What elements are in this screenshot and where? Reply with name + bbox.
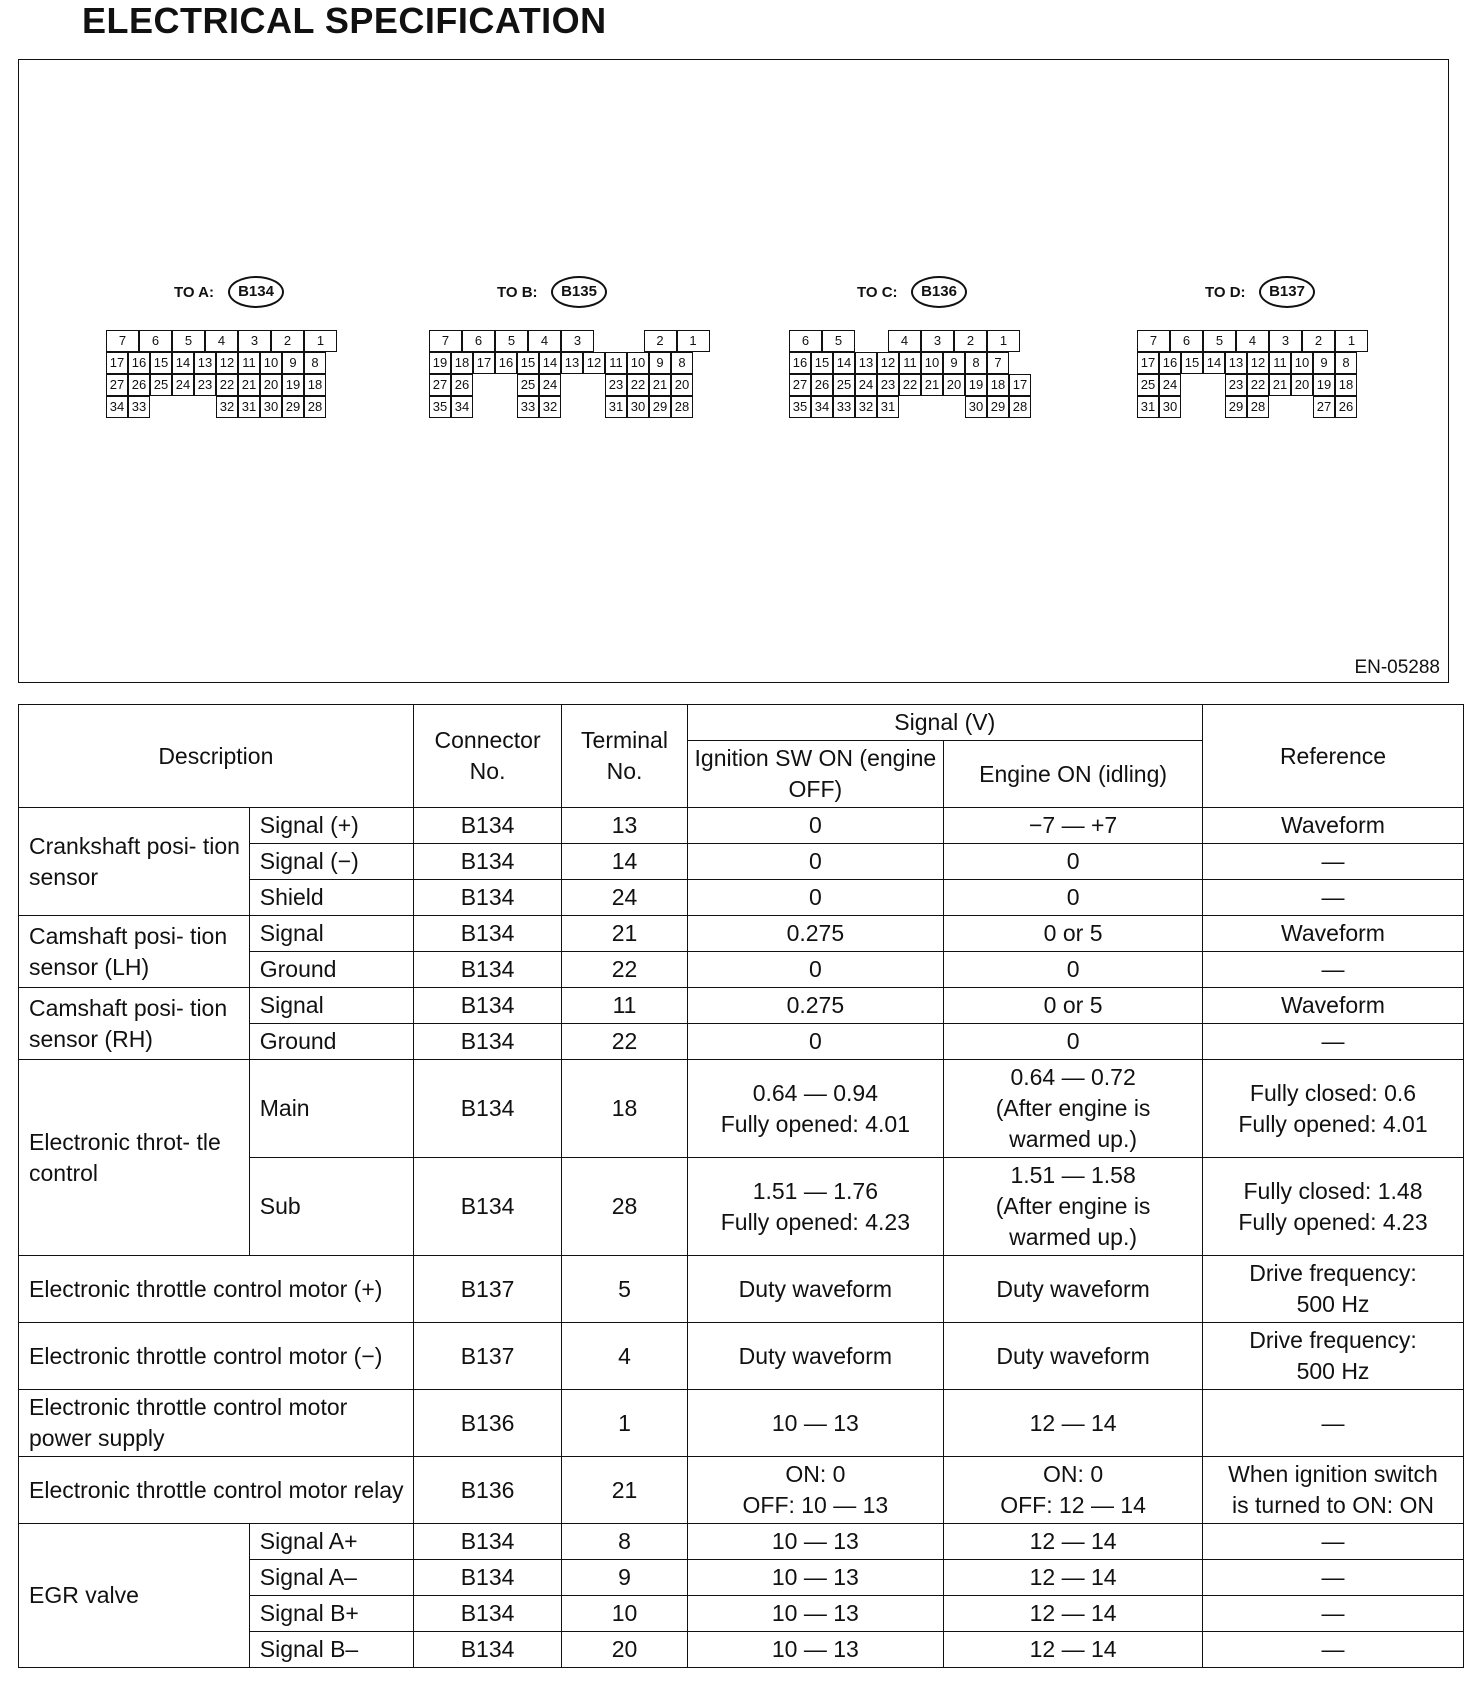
pin-terminal: 2 — [271, 330, 304, 352]
pin-terminal: 19 — [429, 352, 451, 374]
engine-cell: 12 — 14 — [944, 1390, 1203, 1457]
header-ignition-on: Ignition SW ON (engine OFF) — [687, 741, 944, 808]
reference-cell: — — [1203, 880, 1464, 916]
reference-cell: — — [1203, 1560, 1464, 1596]
pin-terminal: 21 — [1269, 374, 1291, 396]
terminal-cell: 24 — [562, 880, 687, 916]
reference-cell: Waveform — [1203, 916, 1464, 952]
terminal-cell: 8 — [562, 1524, 687, 1560]
sub-label: Sub — [249, 1158, 413, 1256]
pin-terminal: 23 — [194, 374, 216, 396]
description-cell: Electronic throttle control motor relay — [19, 1457, 414, 1524]
reference-cell: — — [1203, 1390, 1464, 1457]
connector-label: TO A: — [174, 284, 214, 301]
reference-cell: Waveform — [1203, 808, 1464, 844]
ignition-cell: 1.51 — 1.76 Fully opened: 4.23 — [687, 1158, 944, 1256]
connector-cell: B134 — [413, 916, 562, 952]
pin-terminal: 10 — [627, 352, 649, 374]
pin-terminal: 27 — [106, 374, 128, 396]
sub-label: Main — [249, 1060, 413, 1158]
pin-terminal: 15 — [811, 352, 833, 374]
table-row — [19, 1390, 1464, 1457]
pin-terminal: 25 — [833, 374, 855, 396]
header-description: Description — [19, 705, 414, 808]
connector-cell: B134 — [413, 1060, 562, 1158]
pin-terminal: 34 — [106, 396, 128, 418]
pin-terminal: 20 — [260, 374, 282, 396]
pin-terminal: 32 — [539, 396, 561, 418]
connector-cell: B134 — [413, 988, 562, 1024]
pin-terminal: 29 — [649, 396, 671, 418]
terminal-cell: 14 — [562, 844, 687, 880]
header-reference: Reference — [1203, 705, 1464, 808]
terminal-cell: 5 — [562, 1256, 687, 1323]
pin-terminal: 7 — [987, 352, 1009, 374]
pin-terminal: 11 — [899, 352, 921, 374]
pin-terminal: 7 — [1137, 330, 1170, 352]
ignition-cell: Duty waveform — [687, 1256, 944, 1323]
connector-label: TO C: — [857, 284, 898, 301]
connector-cell: B134 — [413, 1524, 562, 1560]
pin-terminal: 9 — [943, 352, 965, 374]
reference-cell: Waveform — [1203, 988, 1464, 1024]
table-row — [19, 1457, 1464, 1524]
terminal-cell: 4 — [562, 1323, 687, 1390]
pin-terminal: 20 — [1291, 374, 1313, 396]
pin-terminal: 23 — [877, 374, 899, 396]
pin-terminal: 10 — [260, 352, 282, 374]
pin-terminal: 9 — [1313, 352, 1335, 374]
group-label: Camshaft posi- tion sensor (LH) — [19, 916, 250, 988]
sub-label: Shield — [249, 880, 413, 916]
pin-terminal: 11 — [238, 352, 260, 374]
terminal-cell: 11 — [562, 988, 687, 1024]
sub-label: Ground — [249, 1024, 413, 1060]
pin-terminal: 12 — [216, 352, 238, 374]
pin-terminal: 1 — [677, 330, 710, 352]
sub-label: Signal — [249, 916, 413, 952]
pin-terminal: 14 — [1203, 352, 1225, 374]
pin-terminal: 6 — [1170, 330, 1203, 352]
engine-cell: 0 — [944, 1024, 1203, 1060]
engine-cell: 0 or 5 — [944, 988, 1203, 1024]
terminal-cell: 13 — [562, 808, 687, 844]
pin-terminal: 24 — [855, 374, 877, 396]
pin-terminal: 28 — [1247, 396, 1269, 418]
pin-terminal: 4 — [528, 330, 561, 352]
figure-id: EN-05288 — [1354, 657, 1440, 678]
pin-terminal: 30 — [260, 396, 282, 418]
reference-cell: When ignition switch is turned to ON: ON — [1203, 1457, 1464, 1524]
connector-cell: B134 — [413, 1596, 562, 1632]
engine-cell: 0 or 5 — [944, 916, 1203, 952]
connector-code: B134 — [228, 276, 284, 308]
pin-terminal: 5 — [1203, 330, 1236, 352]
pin-terminal: 26 — [811, 374, 833, 396]
connector-label: TO B: — [497, 284, 538, 301]
page-title: ELECTRICAL SPECIFICATION — [82, 0, 607, 41]
pin-terminal: 16 — [1159, 352, 1181, 374]
pin-terminal: 18 — [1335, 374, 1357, 396]
terminal-cell: 22 — [562, 1024, 687, 1060]
ignition-cell: ON: 0 OFF: 10 — 13 — [687, 1457, 944, 1524]
pin-terminal: 23 — [605, 374, 627, 396]
ignition-cell: 10 — 13 — [687, 1524, 944, 1560]
connector-cell: B134 — [413, 1632, 562, 1668]
pin-terminal: 25 — [517, 374, 539, 396]
pin-terminal: 21 — [238, 374, 260, 396]
pin-terminal: 22 — [627, 374, 649, 396]
reference-cell: — — [1203, 1024, 1464, 1060]
pin-terminal: 28 — [671, 396, 693, 418]
pin-terminal: 16 — [495, 352, 517, 374]
connector-cell: B137 — [413, 1256, 562, 1323]
pin-terminal: 31 — [238, 396, 260, 418]
header-signal: Signal (V) — [687, 705, 1202, 741]
table-row — [19, 1256, 1464, 1323]
connector-cell: B134 — [413, 880, 562, 916]
pin-terminal: 29 — [987, 396, 1009, 418]
ignition-cell: 0 — [687, 808, 944, 844]
pin-terminal: 22 — [899, 374, 921, 396]
pin-terminal: 27 — [429, 374, 451, 396]
pin-terminal: 3 — [1269, 330, 1302, 352]
ignition-cell: 10 — 13 — [687, 1560, 944, 1596]
reference-cell: Drive frequency: 500 Hz — [1203, 1323, 1464, 1390]
pin-terminal: 7 — [106, 330, 139, 352]
pin-terminal: 1 — [304, 330, 337, 352]
pin-terminal: 10 — [921, 352, 943, 374]
pin-terminal: 32 — [855, 396, 877, 418]
ignition-cell: 10 — 13 — [687, 1390, 944, 1457]
pin-terminal: 4 — [1236, 330, 1269, 352]
reference-cell: — — [1203, 1596, 1464, 1632]
pin-terminal: 15 — [1181, 352, 1203, 374]
connector-cell: B136 — [413, 1457, 562, 1524]
pin-terminal: 20 — [671, 374, 693, 396]
pin-terminal: 4 — [888, 330, 921, 352]
engine-cell: 12 — 14 — [944, 1560, 1203, 1596]
pin-terminal: 28 — [1009, 396, 1031, 418]
connector-cell: B134 — [413, 1158, 562, 1256]
group-label: EGR valve — [19, 1524, 250, 1668]
ignition-cell: 0.275 — [687, 916, 944, 952]
engine-cell: Duty waveform — [944, 1323, 1203, 1390]
pin-terminal: 7 — [429, 330, 462, 352]
pin-terminal: 13 — [1225, 352, 1247, 374]
connector-cell: B134 — [413, 1560, 562, 1596]
reference-cell: — — [1203, 952, 1464, 988]
header-engine-on: Engine ON (idling) — [944, 741, 1203, 808]
pin-terminal: 30 — [627, 396, 649, 418]
reference-cell: — — [1203, 1632, 1464, 1668]
pin-terminal: 14 — [833, 352, 855, 374]
engine-cell: −7 — +7 — [944, 808, 1203, 844]
pin-terminal: 8 — [965, 352, 987, 374]
reference-cell: Drive frequency: 500 Hz — [1203, 1256, 1464, 1323]
header-terminal: Terminal No. — [562, 705, 687, 808]
pin-terminal: 16 — [789, 352, 811, 374]
pin-terminal: 13 — [561, 352, 583, 374]
pin-terminal: 20 — [943, 374, 965, 396]
engine-cell: 0 — [944, 952, 1203, 988]
pin-terminal: 18 — [987, 374, 1009, 396]
ignition-cell: 0.275 — [687, 988, 944, 1024]
pin-terminal: 8 — [671, 352, 693, 374]
pin-terminal: 15 — [150, 352, 172, 374]
table-row — [19, 1323, 1464, 1390]
connector-cell: B134 — [413, 1024, 562, 1060]
pin-terminal: 24 — [1159, 374, 1181, 396]
description-cell: Electronic throttle control motor (+) — [19, 1256, 414, 1323]
pin-terminal: 34 — [811, 396, 833, 418]
pin-terminal: 35 — [429, 396, 451, 418]
pin-terminal: 17 — [1137, 352, 1159, 374]
terminal-cell: 21 — [562, 916, 687, 952]
terminal-cell: 9 — [562, 1560, 687, 1596]
connector-code: B135 — [551, 276, 607, 308]
sub-label: Signal B+ — [249, 1596, 413, 1632]
group-label: Electronic throt- tle control — [19, 1060, 250, 1256]
description-cell: Electronic throttle control motor (−) — [19, 1323, 414, 1390]
pin-terminal: 19 — [1313, 374, 1335, 396]
connector-label: TO D: — [1205, 284, 1246, 301]
pin-terminal: 18 — [451, 352, 473, 374]
pin-terminal: 23 — [1225, 374, 1247, 396]
pin-terminal: 12 — [1247, 352, 1269, 374]
engine-cell: 1.51 — 1.58 (After engine is warmed up.) — [944, 1158, 1203, 1256]
engine-cell: 0.64 — 0.72 (After engine is warmed up.) — [944, 1060, 1203, 1158]
pin-terminal: 27 — [789, 374, 811, 396]
engine-cell: 12 — 14 — [944, 1524, 1203, 1560]
pin-terminal: 30 — [1159, 396, 1181, 418]
pin-terminal: 34 — [451, 396, 473, 418]
terminal-cell: 21 — [562, 1457, 687, 1524]
table-row — [19, 916, 1464, 952]
pin-terminal: 10 — [1291, 352, 1313, 374]
table-row — [19, 1524, 1464, 1560]
terminal-cell: 28 — [562, 1158, 687, 1256]
ignition-cell: 10 — 13 — [687, 1596, 944, 1632]
reference-cell: Fully closed: 1.48 Fully opened: 4.23 — [1203, 1158, 1464, 1256]
ignition-cell: 10 — 13 — [687, 1632, 944, 1668]
pin-terminal: 33 — [128, 396, 150, 418]
pin-terminal: 11 — [605, 352, 627, 374]
group-label: Camshaft posi- tion sensor (RH) — [19, 988, 250, 1060]
pin-terminal: 19 — [965, 374, 987, 396]
pin-terminal: 3 — [921, 330, 954, 352]
ignition-cell: 0 — [687, 1024, 944, 1060]
table-row — [19, 1060, 1464, 1158]
connector-cell: B136 — [413, 1390, 562, 1457]
engine-cell: ON: 0 OFF: 12 — 14 — [944, 1457, 1203, 1524]
pin-terminal: 26 — [1335, 396, 1357, 418]
pin-terminal: 16 — [128, 352, 150, 374]
pin-terminal: 11 — [1269, 352, 1291, 374]
ignition-cell: 0 — [687, 844, 944, 880]
engine-cell: 12 — 14 — [944, 1596, 1203, 1632]
pin-terminal: 3 — [238, 330, 271, 352]
pin-terminal: 8 — [304, 352, 326, 374]
pin-terminal: 2 — [1302, 330, 1335, 352]
pin-terminal: 24 — [539, 374, 561, 396]
ignition-cell: 0 — [687, 952, 944, 988]
pin-terminal: 33 — [517, 396, 539, 418]
terminal-cell: 18 — [562, 1060, 687, 1158]
pin-terminal: 31 — [1137, 396, 1159, 418]
pin-terminal: 12 — [583, 352, 605, 374]
reference-cell: — — [1203, 844, 1464, 880]
pin-terminal: 1 — [987, 330, 1020, 352]
reference-cell: Fully closed: 0.6 Fully opened: 4.01 — [1203, 1060, 1464, 1158]
pin-terminal: 29 — [1225, 396, 1247, 418]
sub-label: Signal (+) — [249, 808, 413, 844]
description-cell: Electronic throttle control motor power supply — [19, 1390, 414, 1457]
engine-cell: 0 — [944, 844, 1203, 880]
pin-terminal: 21 — [649, 374, 671, 396]
pin-terminal: 17 — [1009, 374, 1031, 396]
pin-terminal: 5 — [495, 330, 528, 352]
terminal-cell: 20 — [562, 1632, 687, 1668]
connector-diagram — [18, 59, 1449, 683]
pin-terminal: 28 — [304, 396, 326, 418]
terminal-cell: 1 — [562, 1390, 687, 1457]
pin-terminal: 6 — [462, 330, 495, 352]
terminal-cell: 22 — [562, 952, 687, 988]
pin-terminal: 35 — [789, 396, 811, 418]
pin-terminal: 22 — [1247, 374, 1269, 396]
pin-terminal: 27 — [1313, 396, 1335, 418]
spec-table — [18, 704, 1464, 1668]
pin-terminal: 3 — [561, 330, 594, 352]
connector-code: B136 — [911, 276, 967, 308]
pin-terminal: 1 — [1335, 330, 1368, 352]
sub-label: Signal (−) — [249, 844, 413, 880]
pin-terminal: 32 — [216, 396, 238, 418]
pin-terminal: 26 — [128, 374, 150, 396]
pin-terminal: 6 — [139, 330, 172, 352]
pin-terminal: 14 — [172, 352, 194, 374]
pin-terminal: 31 — [605, 396, 627, 418]
header-connector: Connector No. — [413, 705, 562, 808]
pin-terminal: 31 — [877, 396, 899, 418]
connector-cell: B134 — [413, 808, 562, 844]
pin-terminal: 18 — [304, 374, 326, 396]
pin-terminal: 2 — [644, 330, 677, 352]
pin-terminal: 22 — [216, 374, 238, 396]
pin-terminal: 17 — [473, 352, 495, 374]
connector-cell: B134 — [413, 952, 562, 988]
pin-terminal: 21 — [921, 374, 943, 396]
table-row — [19, 808, 1464, 844]
sub-label: Signal A+ — [249, 1524, 413, 1560]
ignition-cell: Duty waveform — [687, 1323, 944, 1390]
engine-cell: Duty waveform — [944, 1256, 1203, 1323]
reference-cell: — — [1203, 1524, 1464, 1560]
sub-label: Signal A– — [249, 1560, 413, 1596]
pin-terminal: 25 — [1137, 374, 1159, 396]
connector-code: B137 — [1259, 276, 1315, 308]
terminal-cell: 10 — [562, 1596, 687, 1632]
engine-cell: 12 — 14 — [944, 1632, 1203, 1668]
table-row — [19, 988, 1464, 1024]
connector-cell: B134 — [413, 844, 562, 880]
pin-terminal: 25 — [150, 374, 172, 396]
pin-terminal: 26 — [451, 374, 473, 396]
pin-terminal: 6 — [789, 330, 822, 352]
pin-terminal: 24 — [172, 374, 194, 396]
pin-terminal: 8 — [1335, 352, 1357, 374]
sub-label: Signal — [249, 988, 413, 1024]
pin-terminal: 13 — [194, 352, 216, 374]
sub-label: Signal B– — [249, 1632, 413, 1668]
pin-terminal: 29 — [282, 396, 304, 418]
pin-terminal: 17 — [106, 352, 128, 374]
pin-terminal: 5 — [172, 330, 205, 352]
group-label: Crankshaft posi- tion sensor — [19, 808, 250, 916]
sub-label: Ground — [249, 952, 413, 988]
pin-terminal: 9 — [282, 352, 304, 374]
pin-terminal: 14 — [539, 352, 561, 374]
pin-terminal: 33 — [833, 396, 855, 418]
pin-terminal: 12 — [877, 352, 899, 374]
pin-terminal: 15 — [517, 352, 539, 374]
connector-cell: B137 — [413, 1323, 562, 1390]
pin-terminal: 2 — [954, 330, 987, 352]
pin-terminal: 13 — [855, 352, 877, 374]
pin-terminal: 5 — [822, 330, 855, 352]
pin-terminal: 4 — [205, 330, 238, 352]
pin-terminal: 19 — [282, 374, 304, 396]
engine-cell: 0 — [944, 880, 1203, 916]
ignition-cell: 0.64 — 0.94 Fully opened: 4.01 — [687, 1060, 944, 1158]
pin-terminal: 30 — [965, 396, 987, 418]
pin-terminal: 9 — [649, 352, 671, 374]
ignition-cell: 0 — [687, 880, 944, 916]
